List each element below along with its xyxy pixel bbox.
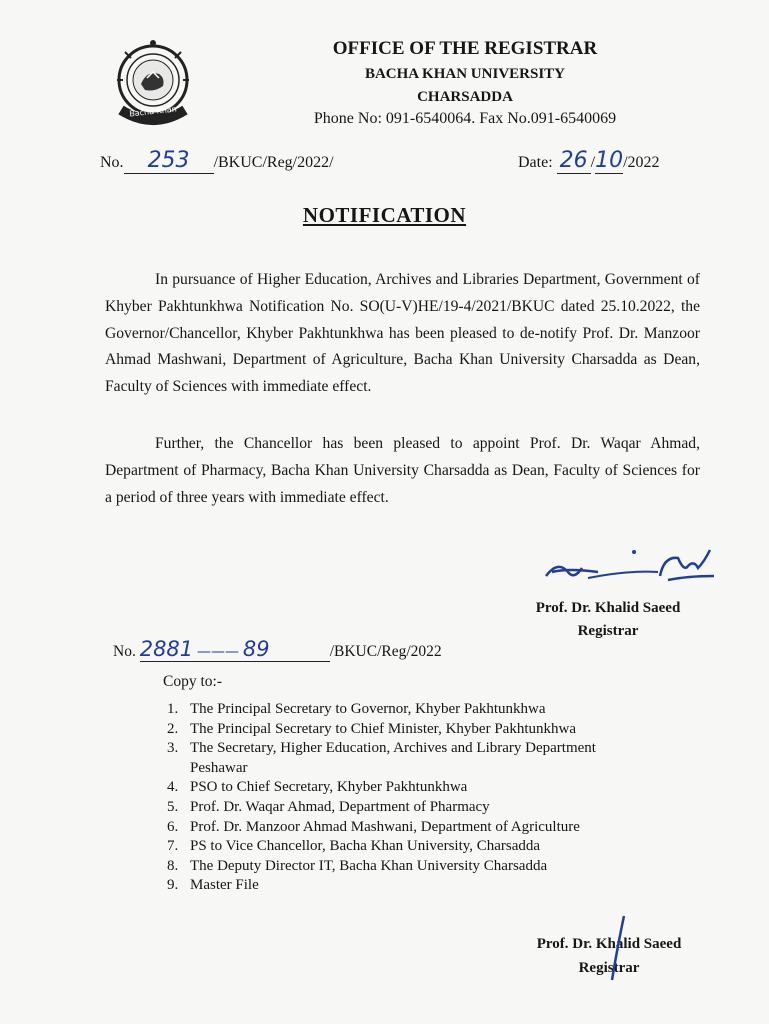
signature-stroke bbox=[600, 914, 630, 984]
list-item: 3. The Secretary, Higher Education, Archives and Library Department Peshawar bbox=[167, 740, 596, 776]
list-item: 4. PSO to Chief Secretary, Khyber Pakhtunkhwa bbox=[167, 779, 468, 796]
date-month-underline bbox=[595, 148, 623, 174]
date-day: 26 bbox=[559, 148, 588, 173]
paragraph-denotify bbox=[105, 267, 700, 401]
list-item: 7. PS to Vice Chancellor, Bacha Khan University, Charsadda bbox=[167, 838, 541, 855]
university-city: CHARSADDA bbox=[417, 89, 513, 105]
copy-reference bbox=[113, 637, 442, 662]
list-item: 5. Prof. Dr. Waqar Ahmad, Department of Pharmacy bbox=[167, 798, 490, 815]
date-label: Date: bbox=[518, 154, 553, 171]
list-item: 9. Master File bbox=[167, 877, 259, 894]
copy-list bbox=[167, 700, 687, 896]
paragraph-text: Further, the Chancellor has been pleased to appoint Prof. Dr. Waqar Ahmad, Department of Pharmacy, Bacha Khan University Charsadda as Dean, Faculty of Sciences for a period of three years with immediate effect. bbox=[105, 435, 700, 506]
signatory-name: Prof. Dr. Khalid Saeed bbox=[536, 936, 682, 952]
copy-ref-from: 2881 bbox=[139, 637, 194, 661]
page-title: NOTIFICATION bbox=[302, 203, 467, 227]
copy-to-label: Copy to:- bbox=[163, 673, 222, 690]
university-name: BACHA KHAN UNIVERSITY bbox=[364, 66, 566, 82]
copy-ref-underline: 2881 ——— 89 bbox=[140, 637, 330, 662]
ref-no-handwritten: 253 bbox=[147, 148, 190, 173]
date-year: /2022 bbox=[623, 154, 660, 171]
list-item: 6. Prof. Dr. Manzoor Ahmad Mashwani, Department of Agriculture bbox=[167, 818, 580, 835]
ref-no-label: No. bbox=[100, 154, 124, 171]
date-field bbox=[518, 148, 660, 174]
signature-image bbox=[538, 542, 718, 588]
copy-ref-suffix: /BKUC/Reg/2022 bbox=[329, 643, 442, 660]
copy-ref-to: 89 bbox=[242, 637, 270, 661]
signatory-block bbox=[520, 597, 696, 643]
signatory-designation: Registrar bbox=[577, 623, 639, 639]
signatory-name: Prof. Dr. Khalid Saeed bbox=[535, 600, 681, 616]
signatory-designation: Registrar bbox=[578, 960, 640, 976]
list-item: 2. The Principal Secretary to Chief Minister, Khyber Pakhtunkhwa bbox=[167, 720, 576, 737]
date-sep: / bbox=[590, 154, 596, 171]
office-title: OFFICE OF THE REGISTRAR bbox=[332, 38, 598, 59]
reference-number bbox=[100, 148, 334, 174]
logo-ribbon-text: Bacha Khan bbox=[128, 104, 178, 119]
copy-ref-label: No. bbox=[113, 643, 136, 660]
ref-no-underline bbox=[124, 148, 214, 174]
date-day-underline bbox=[557, 148, 591, 174]
paragraph-appoint bbox=[105, 431, 700, 511]
contact-line: Phone No: 091-6540064. Fax No.091-6540069 bbox=[313, 110, 617, 127]
date-month: 10 bbox=[595, 148, 624, 173]
list-item: 1. The Principal Secretary to Governor, Khyber Pakhtunkhwa bbox=[167, 701, 546, 717]
list-item: 8. The Deputy Director IT, Bacha Khan University Charsadda bbox=[167, 857, 548, 874]
ref-no-suffix: /BKUC/Reg/2022/ bbox=[213, 154, 334, 171]
paragraph-text: In pursuance of Higher Education, Archives and Libraries Department, Government of Khyber Pakhtunkhwa Notification No. SO(U-V)HE/19-4/2021/BKUC dated 25.10.2022, the Governor/Chancellor, Khyber Pakhtunkhwa has been pleased to de-notify Prof. Dr. Manzoor Ahmad Mashwani, Department of Agriculture, Bacha Khan University Charsadda as Dean, Faculty of Sciences with immediate effect. bbox=[105, 271, 700, 396]
